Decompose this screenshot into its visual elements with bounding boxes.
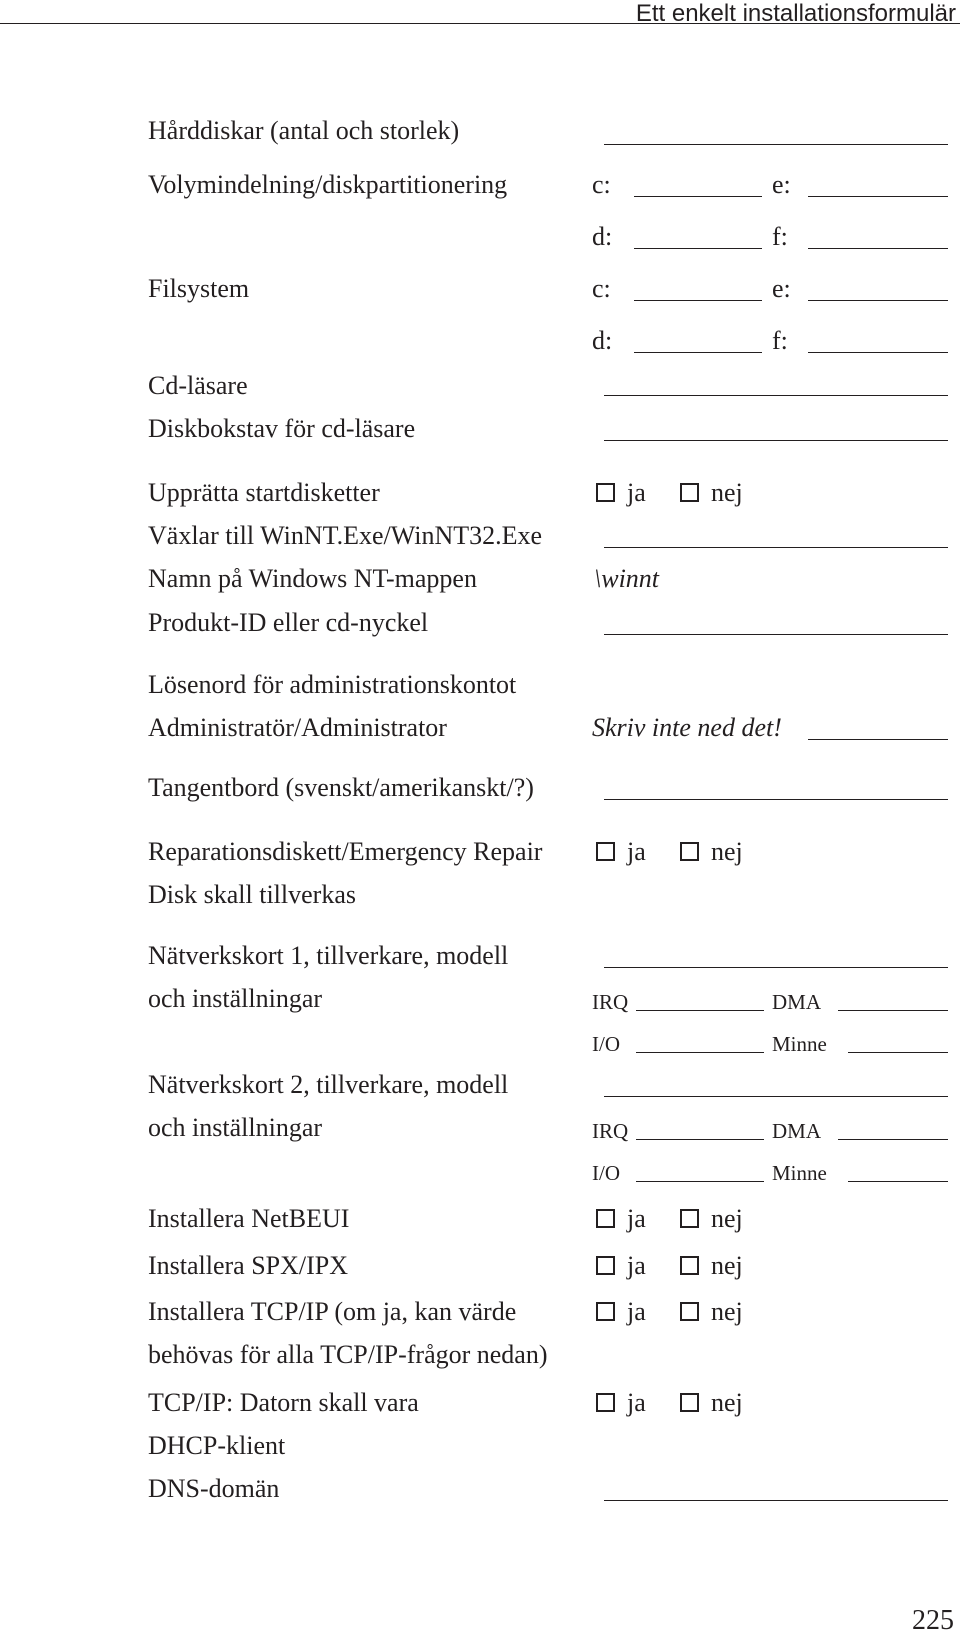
field-fs-d[interactable]: [634, 352, 762, 353]
nic1-io-label: I/O: [592, 1032, 620, 1056]
nic2-io-label: I/O: [592, 1161, 620, 1185]
boot-disks-no-checkbox[interactable]: [680, 483, 699, 502]
nic2-irq-label: IRQ: [592, 1119, 629, 1143]
label-filesystem: Filsystem: [148, 274, 250, 303]
field-cd-reader[interactable]: [604, 395, 948, 396]
running-head: Ett enkelt installationsformulär: [635, 0, 956, 27]
field-nic1-dma[interactable]: [838, 1010, 948, 1011]
field-partition-f[interactable]: [808, 248, 948, 249]
field-fs-c[interactable]: [634, 300, 762, 301]
admin-note: Skriv inte ned det!: [592, 713, 782, 742]
field-cd-drive-letter[interactable]: [604, 440, 948, 441]
fs-drive-d-label: d:: [592, 326, 613, 355]
netbeui-no-checkbox[interactable]: [680, 1209, 699, 1228]
label-product-id: Produkt-ID eller cd-nyckel: [148, 608, 429, 637]
partition-drive-e-label: e:: [772, 170, 791, 199]
label-repair-disk-line2: Disk skall tillverkas: [148, 880, 356, 909]
dhcp-yes-checkbox[interactable]: [596, 1393, 615, 1412]
boot-disks-yes-label: ja: [627, 478, 646, 507]
field-nic2-model[interactable]: [604, 1096, 948, 1097]
label-tcpip-line2: behövas för alla TCP/IP-frågor nedan): [148, 1340, 548, 1369]
field-dns-domain[interactable]: [604, 1500, 948, 1501]
field-keyboard[interactable]: [604, 799, 948, 800]
spxipx-no-label: nej: [711, 1251, 743, 1280]
label-dhcp-line1: TCP/IP: Datorn skall vara: [148, 1388, 419, 1417]
nic1-irq-label: IRQ: [592, 990, 629, 1014]
spxipx-yes-checkbox[interactable]: [596, 1256, 615, 1275]
field-fs-e[interactable]: [808, 300, 948, 301]
repair-disk-no-label: nej: [711, 837, 743, 866]
netbeui-no-label: nej: [711, 1204, 743, 1233]
field-hard-disks[interactable]: [604, 144, 948, 145]
netbeui-yes-label: ja: [627, 1204, 646, 1233]
field-nic2-irq[interactable]: [636, 1139, 764, 1140]
nic2-dma-label: DMA: [772, 1119, 822, 1143]
label-dns-domain: DNS-domän: [148, 1474, 280, 1503]
nic2-memory-label: Minne: [772, 1161, 827, 1185]
label-nic2-line1: Nätverkskort 2, tillverkare, modell: [148, 1070, 509, 1099]
label-hard-disks: Hårddiskar (antal och storlek): [148, 116, 460, 145]
label-create-boot-disks: Upprätta startdisketter: [148, 478, 380, 507]
dhcp-yes-label: ja: [627, 1388, 646, 1417]
tcpip-yes-checkbox[interactable]: [596, 1302, 615, 1321]
nt-folder-value: \winnt: [594, 564, 660, 593]
label-spxipx: Installera SPX/IPX: [148, 1251, 349, 1280]
fs-drive-e-label: e:: [772, 274, 791, 303]
field-nic1-model[interactable]: [604, 967, 948, 968]
label-cd-drive-letter: Diskbokstav för cd-läsare: [148, 414, 416, 443]
nic1-memory-label: Minne: [772, 1032, 827, 1056]
label-dhcp-line2: DHCP-klient: [148, 1431, 286, 1460]
partition-drive-d-label: d:: [592, 222, 613, 251]
tcpip-no-checkbox[interactable]: [680, 1302, 699, 1321]
partition-drive-f-label: f:: [772, 222, 788, 251]
netbeui-yes-checkbox[interactable]: [596, 1209, 615, 1228]
spxipx-no-checkbox[interactable]: [680, 1256, 699, 1275]
label-nic2-line2: och inställningar: [148, 1113, 323, 1142]
label-admin-password: Lösenord för administrationskontot: [148, 670, 517, 699]
label-netbeui: Installera NetBEUI: [148, 1204, 350, 1233]
spxipx-yes-label: ja: [627, 1251, 646, 1280]
field-nic1-io[interactable]: [636, 1052, 764, 1053]
field-nic1-memory[interactable]: [848, 1052, 948, 1053]
field-partition-d[interactable]: [634, 248, 762, 249]
tcpip-yes-label: ja: [627, 1297, 646, 1326]
label-cd-reader: Cd-läsare: [148, 371, 248, 400]
field-nic2-memory[interactable]: [848, 1181, 948, 1182]
dhcp-no-label: nej: [711, 1388, 743, 1417]
field-nic1-irq[interactable]: [636, 1010, 764, 1011]
repair-disk-yes-label: ja: [627, 837, 646, 866]
label-switches: Växlar till WinNT.Exe/WinNT32.Exe: [148, 521, 543, 550]
dhcp-no-checkbox[interactable]: [680, 1393, 699, 1412]
field-switches[interactable]: [604, 547, 948, 548]
field-partition-e[interactable]: [808, 196, 948, 197]
fs-drive-f-label: f:: [772, 326, 788, 355]
tcpip-no-label: nej: [711, 1297, 743, 1326]
field-nic2-io[interactable]: [636, 1181, 764, 1182]
page-number: 225: [912, 1605, 954, 1636]
label-tcpip-line1: Installera TCP/IP (om ja, kan värde: [148, 1297, 517, 1326]
partition-drive-c-label: c:: [592, 170, 611, 199]
label-repair-disk-line1: Reparationsdiskett/Emergency Repair: [148, 837, 543, 866]
label-nic1-line2: och inställningar: [148, 984, 323, 1013]
label-nic1-line1: Nätverkskort 1, tillverkare, modell: [148, 941, 509, 970]
repair-disk-yes-checkbox[interactable]: [596, 842, 615, 861]
field-partition-c[interactable]: [634, 196, 762, 197]
field-nic2-dma[interactable]: [838, 1139, 948, 1140]
nic1-dma-label: DMA: [772, 990, 822, 1014]
label-partitioning: Volymindelning/diskpartitionering: [148, 170, 508, 199]
field-admin-password[interactable]: [808, 739, 948, 740]
field-fs-f[interactable]: [808, 352, 948, 353]
label-admin-account: Administratör/Administrator: [148, 713, 447, 742]
label-keyboard: Tangentbord (svenskt/amerikanskt/?): [148, 773, 534, 802]
field-product-id[interactable]: [604, 634, 948, 635]
repair-disk-no-checkbox[interactable]: [680, 842, 699, 861]
fs-drive-c-label: c:: [592, 274, 611, 303]
label-nt-folder: Namn på Windows NT-mappen: [148, 564, 477, 593]
boot-disks-no-label: nej: [711, 478, 743, 507]
boot-disks-yes-checkbox[interactable]: [596, 483, 615, 502]
